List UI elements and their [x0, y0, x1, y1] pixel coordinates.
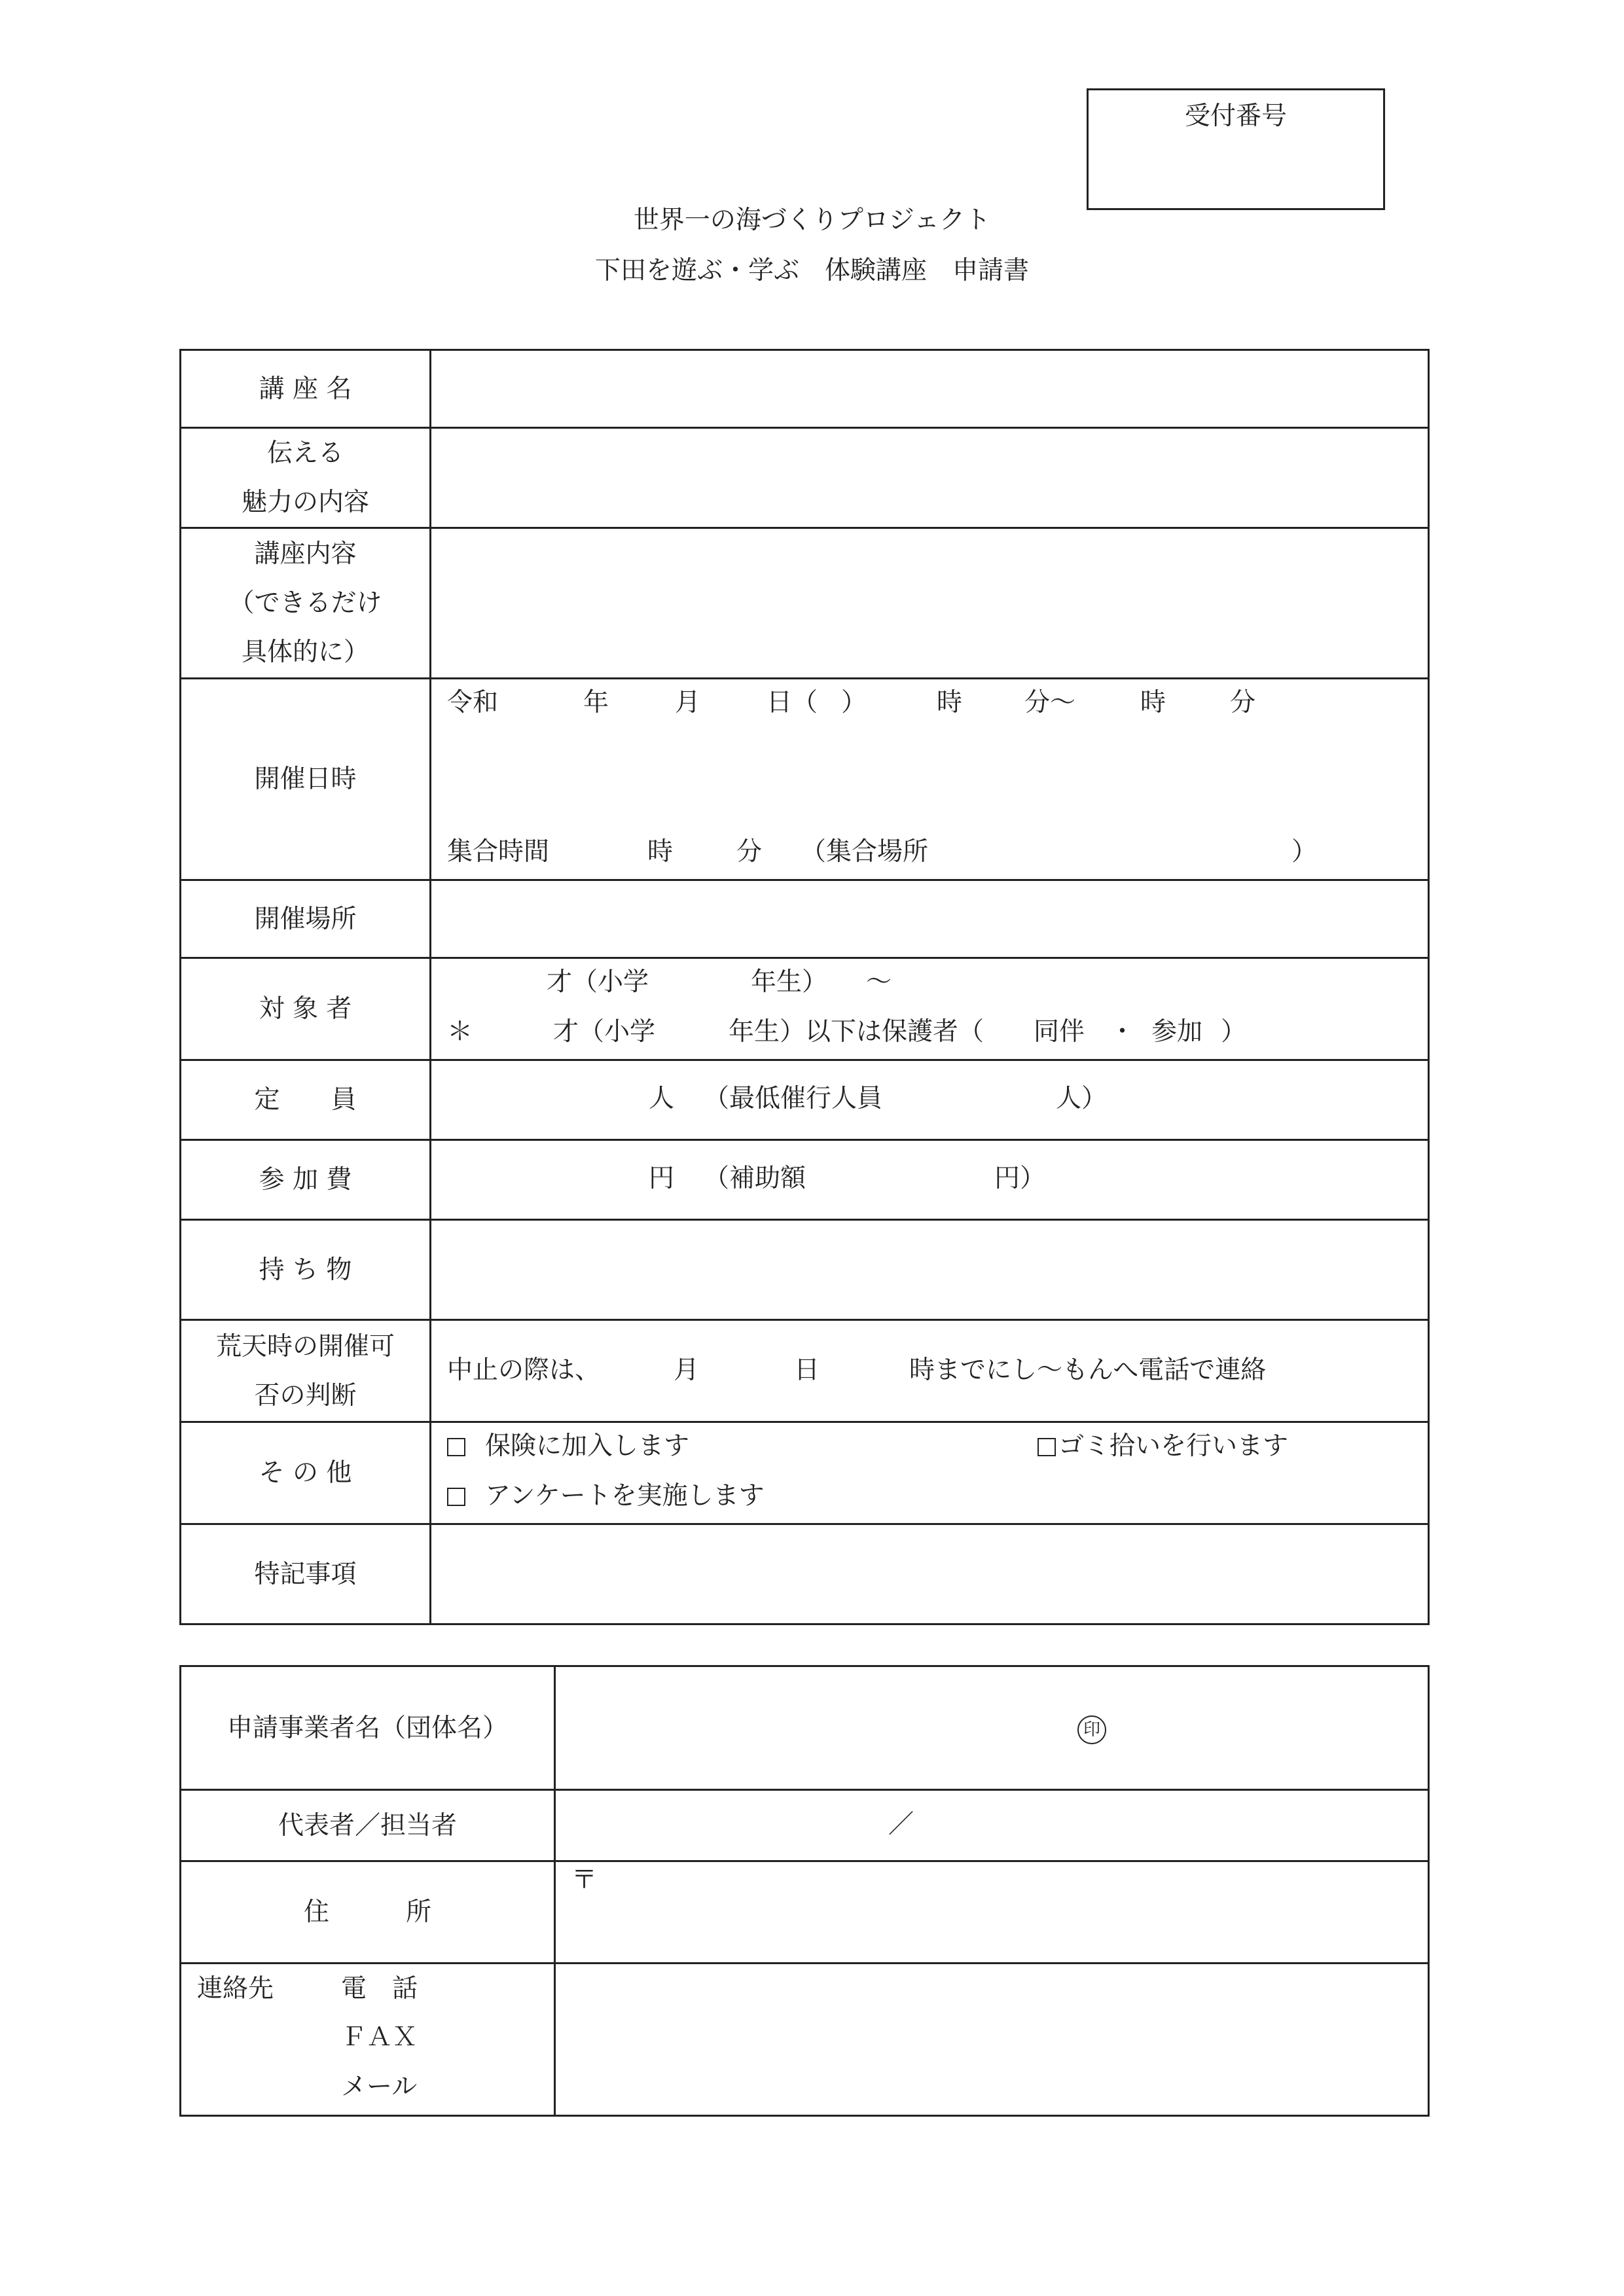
course-name-field[interactable]	[431, 350, 1429, 428]
row-target	[181, 958, 1429, 1060]
datetime-field[interactable]: 令和 年 月 日（ ） 時 分〜 時 分 集合時間 時 分 （集合場所 ）	[431, 679, 1429, 880]
other-label: そ の 他	[181, 1422, 431, 1524]
row-organization	[181, 1666, 1429, 1790]
page-subtitle: 下田を遊ぶ・学ぶ 体験講座 申請書	[594, 256, 1029, 285]
notes-field[interactable]	[431, 1524, 1429, 1624]
guardian-participate-option[interactable]: 参加	[1151, 1017, 1203, 1047]
row-course-name	[181, 350, 1429, 428]
page-title: 世界一の海づくりプロジェクト	[633, 206, 991, 235]
garbage-option[interactable]: ゴミ拾いを行います	[1038, 1422, 1288, 1471]
organization-field[interactable]	[555, 1666, 1429, 1790]
datetime-label: 開催日時	[181, 679, 431, 880]
capacity-field[interactable]: 人 （最低催行人員 人）	[431, 1060, 1429, 1140]
row-fee	[181, 1140, 1429, 1220]
row-representative	[181, 1790, 1429, 1861]
postal-mark: 〒	[571, 1865, 598, 1895]
contact-field[interactable]	[555, 1964, 1429, 2116]
belongings-label: 持 ち 物	[181, 1220, 431, 1320]
venue-label: 開催場所	[181, 880, 431, 958]
row-datetime	[181, 679, 1429, 880]
weather-field[interactable]: 中止の際は、 月 日 時までにし〜もんへ電話で連絡	[431, 1320, 1429, 1422]
mail-label: メール	[341, 2072, 418, 2102]
address-field[interactable]	[555, 1861, 1429, 1964]
row-weather	[181, 1320, 1429, 1422]
garbage-checkbox[interactable]	[1038, 1438, 1056, 1456]
row-contact	[181, 1964, 1429, 2116]
applicant-table	[179, 1665, 1430, 2117]
row-belongings	[181, 1220, 1429, 1320]
appeal-field[interactable]	[431, 428, 1429, 528]
other-field	[431, 1422, 1429, 1524]
guardian-accompany-option[interactable]: 同伴	[1034, 1017, 1085, 1047]
belongings-field[interactable]	[431, 1220, 1429, 1320]
notes-label: 特記事項	[181, 1524, 431, 1624]
appeal-label: 伝える 魅力の内容	[181, 428, 431, 528]
seal-mark: 印	[1077, 1715, 1106, 1744]
content-label: 講座内容 （できるだけ 具体的に）	[181, 528, 431, 679]
row-other	[181, 1422, 1429, 1524]
address-label: 住 所	[181, 1861, 555, 1964]
receipt-number-box	[1087, 88, 1385, 210]
content-field[interactable]	[431, 528, 1429, 679]
capacity-label: 定 員	[181, 1060, 431, 1140]
contact-label-cell	[181, 1964, 555, 2116]
receipt-number-label: 受付番号	[1184, 101, 1287, 131]
fax-label: ＦＡＸ	[341, 2022, 418, 2052]
fee-label: 参 加 費	[181, 1140, 431, 1220]
course-name-label: 講 座 名	[181, 350, 431, 428]
representative-field[interactable]: ／	[555, 1790, 1429, 1861]
survey-checkbox[interactable]	[447, 1488, 465, 1506]
row-address	[181, 1861, 1429, 1964]
phone-label: 電 話	[341, 1974, 418, 2003]
insurance-option[interactable]: 保険に加入します	[447, 1422, 689, 1471]
application-form-table	[179, 349, 1430, 1625]
row-capacity	[181, 1060, 1429, 1140]
row-notes	[181, 1524, 1429, 1624]
target-label: 対 象 者	[181, 958, 431, 1060]
insurance-checkbox[interactable]	[447, 1438, 465, 1456]
row-venue	[181, 880, 1429, 958]
contact-label: 連絡先	[197, 1974, 274, 2003]
organization-label: 申請事業者名（団体名）	[181, 1666, 555, 1790]
fee-field[interactable]: 円 （補助額 円）	[431, 1140, 1429, 1220]
row-appeal	[181, 428, 1429, 528]
representative-label: 代表者／担当者	[181, 1790, 555, 1861]
target-field[interactable]: 才（小学 年生） 〜 ＊ 才（小学 年生）以下は保護者（ 同伴 ・ 参加 ）	[431, 958, 1429, 1060]
survey-option[interactable]: アンケートを実施します	[447, 1471, 765, 1520]
row-content	[181, 528, 1429, 679]
weather-label: 荒天時の開催可 否の判断	[181, 1320, 431, 1422]
venue-field[interactable]	[431, 880, 1429, 958]
